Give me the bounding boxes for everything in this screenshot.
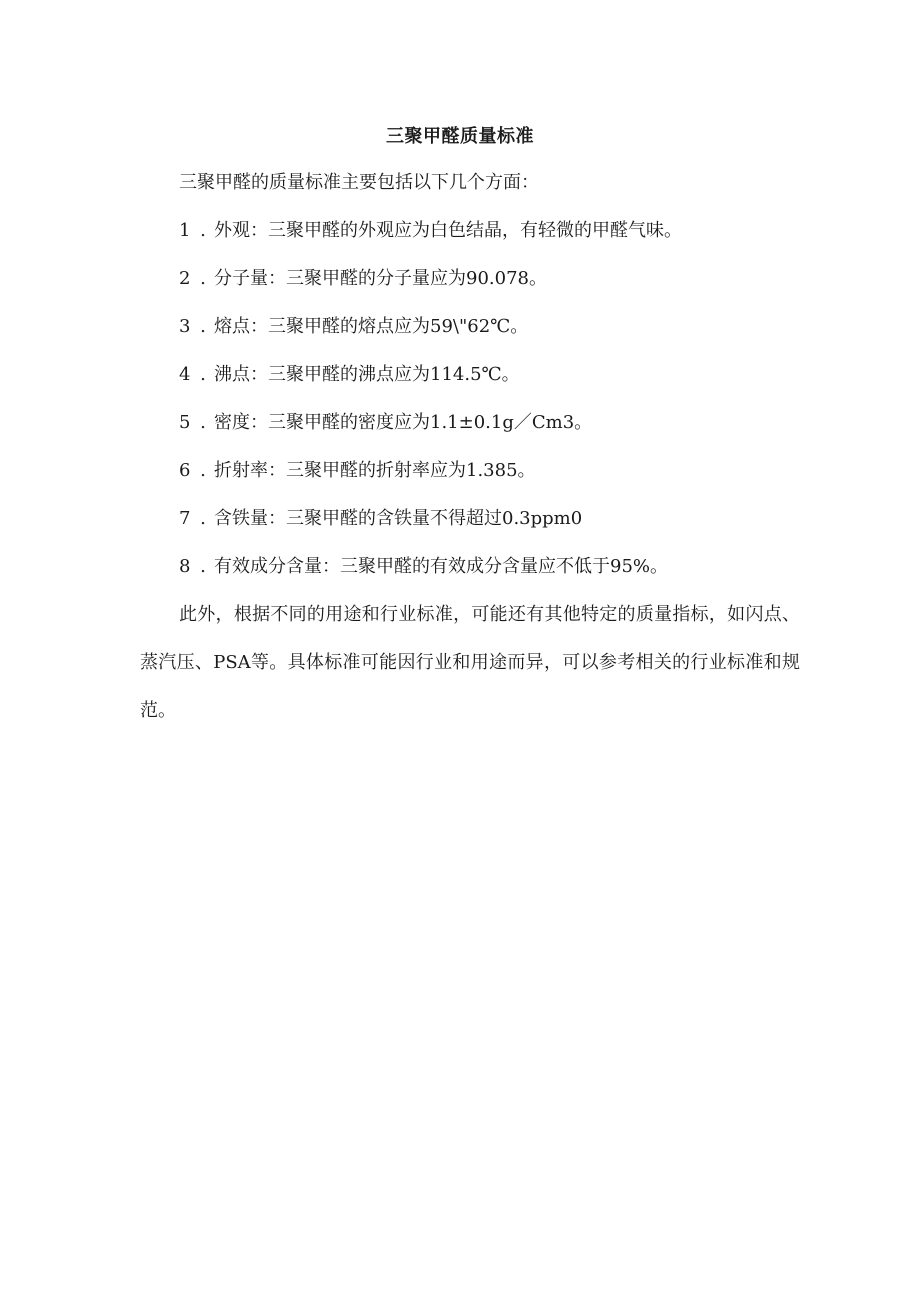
closing-paragraph: 此外，根据不同的用途和行业标准，可能还有其他特定的质量指标，如闪点、蒸汽压、PSA等。具体标准可能因行业和用途而异，可以参考相关的行业标准和规范。 bbox=[140, 604, 800, 721]
list-item: 5 . 密度：三聚甲醛的密度应为1.1±0.1g／Cm3。 bbox=[140, 410, 800, 436]
item-text: 折射率：三聚甲醛的折射率应为1.385。 bbox=[214, 460, 536, 481]
list-item: 8 . 有效成分含量：三聚甲醛的有效成分含量应不低于95%。 bbox=[140, 554, 800, 580]
intro-paragraph: 三聚甲醛的质量标准主要包括以下几个方面： bbox=[179, 172, 539, 193]
list-item: 1 . 外观：三聚甲醛的外观应为白色结晶，有轻微的甲醛气味。 bbox=[140, 218, 800, 244]
item-number: 3 bbox=[179, 316, 191, 337]
item-text: 有效成分含量：三聚甲醛的有效成分含量应不低于95%。 bbox=[214, 556, 669, 577]
item-number: 6 bbox=[179, 460, 191, 481]
item-text: 熔点：三聚甲醛的熔点应为59\"62℃。 bbox=[214, 316, 529, 337]
item-number: 1 bbox=[179, 220, 191, 241]
item-text: 外观：三聚甲醛的外观应为白色结晶，有轻微的甲醛气味。 bbox=[214, 220, 682, 241]
item-number: 4 bbox=[179, 364, 191, 385]
document-title: 三聚甲醛质量标准 bbox=[386, 126, 534, 147]
item-number: 2 bbox=[179, 268, 191, 289]
list-item: 2 . 分子量：三聚甲醛的分子量应为90.078。 bbox=[140, 266, 800, 292]
item-text: 含铁量：三聚甲醛的含铁量不得超过0.3ppm0 bbox=[214, 508, 583, 529]
item-number: 7 bbox=[179, 508, 191, 529]
item-text: 密度：三聚甲醛的密度应为1.1±0.1g／Cm3。 bbox=[214, 412, 593, 433]
item-number: 8 bbox=[179, 556, 191, 577]
item-number: 5 bbox=[179, 412, 191, 433]
standards-list bbox=[140, 218, 800, 580]
list-item: 4 . 沸点：三聚甲醛的沸点应为114.5℃。 bbox=[140, 362, 800, 388]
item-text: 分子量：三聚甲醛的分子量应为90.078。 bbox=[214, 268, 547, 289]
list-item: 7 . 含铁量：三聚甲醛的含铁量不得超过0.3ppm0 bbox=[140, 506, 800, 532]
item-text: 沸点：三聚甲醛的沸点应为114.5℃。 bbox=[214, 364, 520, 385]
list-item: 6 . 折射率：三聚甲醛的折射率应为1.385。 bbox=[140, 458, 800, 484]
list-item: 3 . 熔点：三聚甲醛的熔点应为59\"62℃。 bbox=[140, 314, 800, 340]
document-body bbox=[140, 170, 800, 735]
